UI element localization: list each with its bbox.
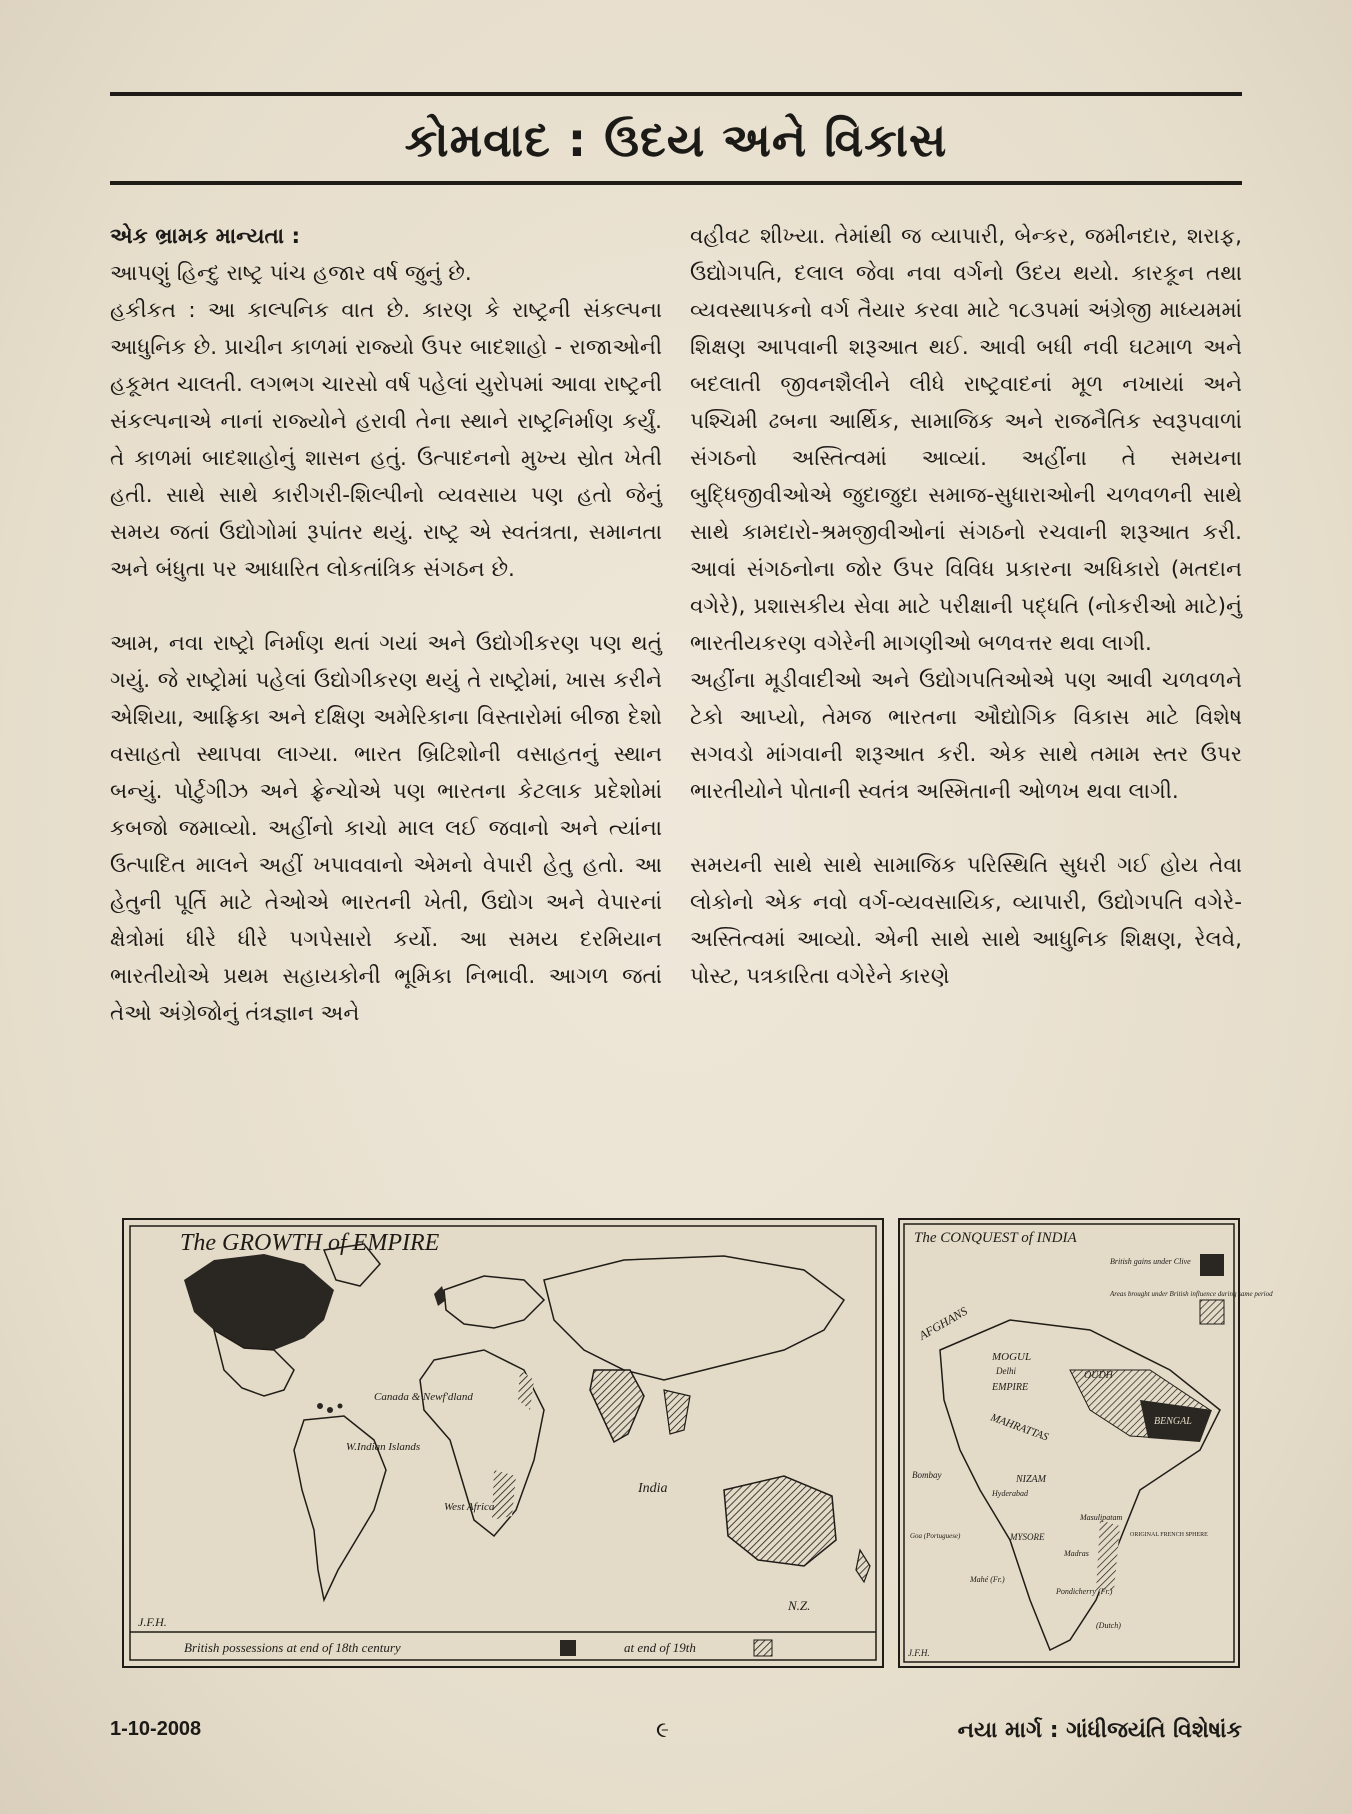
label-bengal: BENGAL bbox=[1154, 1416, 1192, 1427]
label-nizam: NIZAM bbox=[1016, 1474, 1046, 1485]
label-oudh: OUDH bbox=[1084, 1370, 1113, 1381]
label-madras: Madras bbox=[1064, 1549, 1089, 1558]
left-column bbox=[110, 218, 662, 1032]
capitalists-paragraph: અહીંના મૂડીવાદીઓ અને ઉદ્યોગપતિઓએ પણ આવી ચળવળને ટેકો આપ્યો, તેમજ ભારતના ઔદ્યોગિક વિકાસ માટે વિશેષ સગવડો માંગવાની શરૂઆત કરી. એક સાથે તમામ સ્તર ઉપર ભારતીયોને પોતાની સ્વતંત્ર અસ્મિતાની ઓળખ થવા લાગી. bbox=[690, 668, 1242, 804]
magazine-name: નયા માર્ગ : ગાંધીજયંતિ વિશેષાંક bbox=[957, 1718, 1242, 1743]
label-goa: Goa (Portuguese) bbox=[910, 1532, 961, 1540]
empire-legend-2: at end of 19th bbox=[624, 1640, 696, 1655]
label-delhi: Delhi bbox=[996, 1366, 1016, 1376]
nationalism-paragraph: વહીવટ શીખ્યા. તેમાંથી જ વ્યાપારી, બેન્કર, જમીનદાર, શરાફ, ઉદ્યોગપતિ, દલાલ જેવા નવા વર્ગનો ઉદય થયો. કારકૂન તથા વ્યવસ્થાપકનો વર્ગ તૈયાર કરવા માટે ૧૮૩૫માં અંગ્રેજી માધ્યમમાં શિક્ષણ આપવાની શરૂઆત થઈ. આવી બધી નવી ઘટમાળ અને બદલાતી જીવનશૈલીને લીધે રાષ્ટ્રવાદનાં મૂળ નખાયાં અને પશ્ચિમી ઢબના આર્થિક, સામાજિક અને રાજનૈતિક સ્વરૂપવાળાં સંગઠનો અસ્તિત્વમાં આવ્યાં. અહીંના તે સમયના બુદ્ધિજીવીઓએ જુદાજુદા સમાજ-સુધારાઓની ચળવળની સાથે સાથે કામદારો-શ્રમજીવીઓનાં સંગઠનો રચવાની શરૂઆત કરી. આવાં સંગઠનોના જોર ઉપર વિવિધ પ્રકારના અધિકારો (મતદાન વગેરે), પ્રશાસકીય સેવા માટે પરીક્ષાની પદ્ધતિ (નોકરીઓ માટે)નું ભારતીયકરણ વગેરેની માગણીઓ બળવત્તર થવા લાગી. bbox=[690, 224, 1242, 656]
label-dutch: (Dutch) bbox=[1096, 1621, 1121, 1630]
label-bombay: Bombay bbox=[912, 1470, 942, 1480]
label-pondicherry: Pondicherry (Fr.) bbox=[1056, 1587, 1113, 1596]
label-mahrattas: MAHRATTAS bbox=[988, 1411, 1050, 1444]
label-west-africa: West Africa bbox=[444, 1501, 495, 1513]
label-afghans: AFGHANS bbox=[916, 1303, 970, 1343]
india-map bbox=[898, 1218, 1273, 1668]
paragraph-gap bbox=[690, 810, 1242, 847]
label-mahe: Mahé (Fr.) bbox=[970, 1575, 1005, 1584]
india-legend-hatched-swatch bbox=[1200, 1300, 1224, 1324]
new-class-paragraph: સમયની સાથે સાથે સામાજિક પરિસ્થિતિ સુધરી ગઈ હોય તેવા લોકોનો એક નવો વર્ગ-વ્યવસાયિક, વ્યાપારી, ઉદ્યોગપતિ વગેરે-અસ્તિત્વમાં આવ્યો. એની સાથે સાથે આધુનિક શિક્ષણ, રેલવે, પોસ્ટ, પત્રકારિતા વગેરેને કારણે bbox=[690, 853, 1242, 989]
fact-paragraph: હકીકત : આ કાલ્પનિક વાત છે. કારણ કે રાષ્ટ્રની સંકલ્પના આધુનિક છે. પ્રાચીન કાળમાં રાજ્યો ઉપર બાદશાહો - રાજાઓની હકૂમત ચાલતી. લગભગ ચારસો વર્ષ પહેલાં યુરોપમાં આવા રાષ્ટ્રની સંકલ્પનાએ નાનાં રાજ્યોને હરાવી તેના સ્થાને રાષ્ટ્રનિર્માણ કર્યું. તે કાળમાં બાદશાહોનું શાસન હતું. ઉત્પાદનનો મુખ્ય સ્રોત ખેતી હતી. સાથે સાથે કારીગરી-શિલ્પીનો વ્યવસાય પણ હતો જેનું સમય જતાં ઉદ્યોગોમાં રૂપાંતર થયું. રાષ્ટ્ર એ સ્વતંત્રતા, સમાનતા અને બંધુતા પર આધારિત લોકતાંત્રિક સંગઠન છે. bbox=[110, 298, 662, 582]
article-title: કોમવાદ : ઉદય અને વિકાસ bbox=[404, 113, 948, 167]
india-map-title: The CONQUEST of INDIA bbox=[914, 1230, 1077, 1246]
label-french-sphere: ORIGINAL FRENCH SPHERE bbox=[1130, 1532, 1208, 1538]
paragraph-gap bbox=[110, 588, 662, 625]
title-bottom-rule bbox=[110, 181, 1242, 185]
empire-legend-1: British possessions at end of 18th century bbox=[184, 1640, 401, 1655]
myth-heading: એક ભ્રામક માન્યતા : bbox=[110, 224, 301, 249]
india-map-signature: J.F.H. bbox=[908, 1648, 930, 1658]
label-india: India bbox=[638, 1481, 668, 1496]
india-legend-1: British gains under Clive bbox=[1110, 1257, 1191, 1266]
empire-map-signature: J.F.H. bbox=[138, 1615, 167, 1629]
label-mysore: MYSORE bbox=[1010, 1532, 1045, 1542]
title-top-rule bbox=[110, 92, 1242, 96]
label-masulipatam: Masulipatam bbox=[1080, 1513, 1123, 1522]
india-legend-2: Areas brought under British influence during same period bbox=[1110, 1290, 1273, 1298]
issue-date: 1-10-2008 bbox=[110, 1718, 202, 1740]
canada-shape bbox=[184, 1254, 334, 1350]
label-empire: EMPIRE bbox=[992, 1382, 1029, 1393]
label-hyderabad: Hyderabad bbox=[992, 1489, 1028, 1498]
legend-dark-swatch bbox=[560, 1640, 576, 1656]
empire-map-drawing bbox=[124, 1220, 882, 1666]
label-canada: Canada & Newf'dland bbox=[374, 1391, 473, 1403]
empire-map-title: The GROWTH of EMPIRE bbox=[180, 1230, 440, 1256]
label-west-indian: W.Indian Islands bbox=[346, 1441, 421, 1453]
india-legend-dark-swatch bbox=[1200, 1254, 1224, 1276]
legend-hatched-swatch bbox=[754, 1640, 772, 1656]
australia-shape bbox=[724, 1476, 836, 1566]
india-shape bbox=[590, 1370, 644, 1442]
empire-map bbox=[122, 1218, 884, 1668]
right-column bbox=[690, 218, 1242, 995]
india-map-drawing bbox=[900, 1220, 1273, 1666]
label-nz: N.Z. bbox=[788, 1598, 811, 1613]
page-number: ૯ bbox=[656, 1718, 670, 1743]
myth-text: આપણું હિન્દુ રાષ્ટ્ર પાંચ હજાર વર્ષ જુનું છે. bbox=[110, 261, 472, 286]
colonization-paragraph: આમ, નવા રાષ્ટ્રો નિર્માણ થતાં ગયાં અને ઉદ્યોગીકરણ પણ થતું ગયું. જે રાષ્ટ્રોમાં પહેલાં ઉદ્યોગીકરણ થયું તે રાષ્ટ્રોમાં, ખાસ કરીને એશિયા, આફ્રિકા અને દક્ષિણ અમેરિકાના વિસ્તારોમાં બીજા દેશો વસાહતો સ્થાપવા લાગ્યા. ભારત બ્રિટિશોની વસાહતનું સ્થાન બન્યું. પોર્ટુગીઝ અને ફ્રેન્ચોએ પણ ભારતના કેટલાક પ્રદેશોમાં કબજો જમાવ્યો. અહીંનો કાચો માલ લઈ જવાનો અને ત્યાંના ઉત્પાદિત માલને અહીં ખપાવવાનો એમનો વેપારી હેતુ હતો. આ હેતુની પૂર્તિ માટે તેઓએ ભારતની ખેતી, ઉદ્યોગ અને વેપારનાં ક્ષેત્રોમાં ધીરે ધીરે પગપેસારો કર્યો. આ સમય દરમિયાન ભારતીયોએ પ્રથમ સહાયકોની ભૂમિકા નિભાવી. આગળ જતાં તેઓ અંગ્રેજોનું તંત્રજ્ઞાન અને bbox=[110, 631, 662, 1026]
label-mogul: MOGUL bbox=[992, 1351, 1032, 1363]
